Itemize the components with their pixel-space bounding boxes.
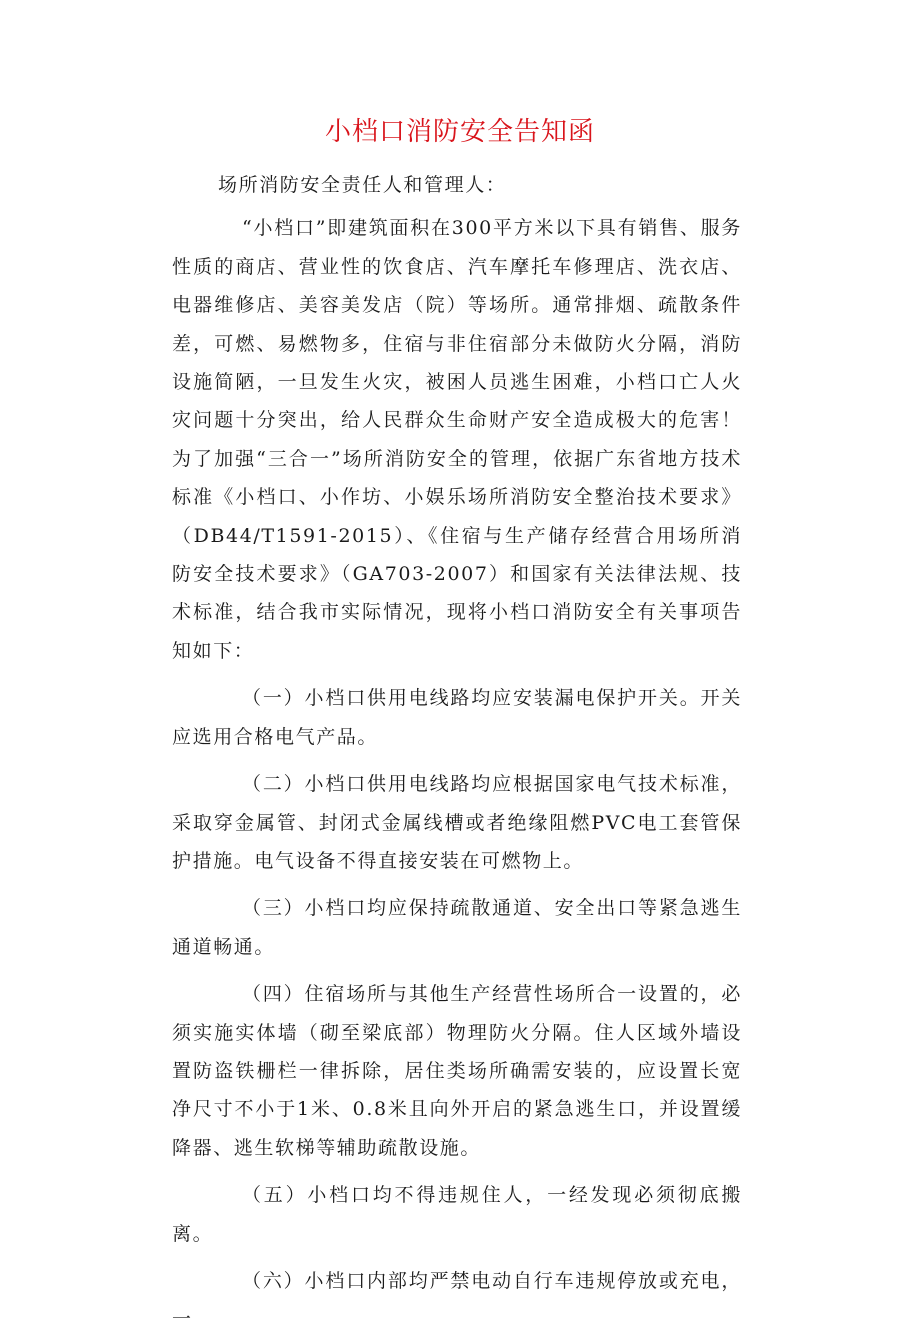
item-paragraph-2: （二）小档口供用电线路均应根据国家电气技术标准，采取穿金属管、封闭式金属线槽或者绝缘阻燃PVC电工套管保护措施。电气设备不得直接安装在可燃物上。 xyxy=(172,773,742,872)
item-paragraph-6: （六）小档口内部均严禁电动自行车违规停放或充电，一 xyxy=(172,1269,742,1331)
salutation: 场所消防安全责任人和管理人： xyxy=(218,174,507,196)
item-paragraph-5: （五）小档口均不得违规住人，一经发现必须彻底搬离。 xyxy=(172,1184,742,1245)
document-body xyxy=(172,166,742,1339)
intro-paragraph: “小档口”即建筑面积在300平方米以下具有销售、服务性质的商店、营业性的饮食店、汽车摩托车修理店、洗衣店、电器维修店、美容美发店（院）等场所。通常排烟、疏散条件差，可燃、易燃物多，住宿与非住宿部分未做防火分隔，消防设施简陋，一旦发生火灾，被困人员逃生困难，小档口亡人火灾问题十分突出，给人民群众生命财产安全造成极大的危害！为了加强“三合一”场所消防安全的管理，依据广东省地方技术标准《小档口、小作坊、小娱乐场所消防安全整治技术要求》（DB44/T1591-2015）、《住宿与生产储存经营合用场所消防安全技术要求》（GA703-2007）和国家有关法律法规、技术标准，结合我市实际情况，现将小档口消防安全有关事项告知如下： xyxy=(172,217,742,662)
document-title: 小档口消防安全告知函 xyxy=(324,117,595,147)
item-paragraph-4: （四）住宿场所与其他生产经营性场所合一设置的，必须实施实体墙（砌至梁底部）物理防火分隔。住人区域外墙设置防盗铁栅栏一律拆除，居住类场所确需安装的，应设置长宽净尺寸不小于1米、0.8米且向外开启的紧急逃生口，并设置缓降器、逃生软梯等辅助疏散设施。 xyxy=(172,983,742,1159)
item-paragraph-3: （三）小档口均应保持疏散通道、安全出口等紧急逃生通道畅通。 xyxy=(172,897,742,958)
item-paragraph-1: （一）小档口供用电线路均应安装漏电保护开关。开关应选用合格电气产品。 xyxy=(172,687,742,748)
